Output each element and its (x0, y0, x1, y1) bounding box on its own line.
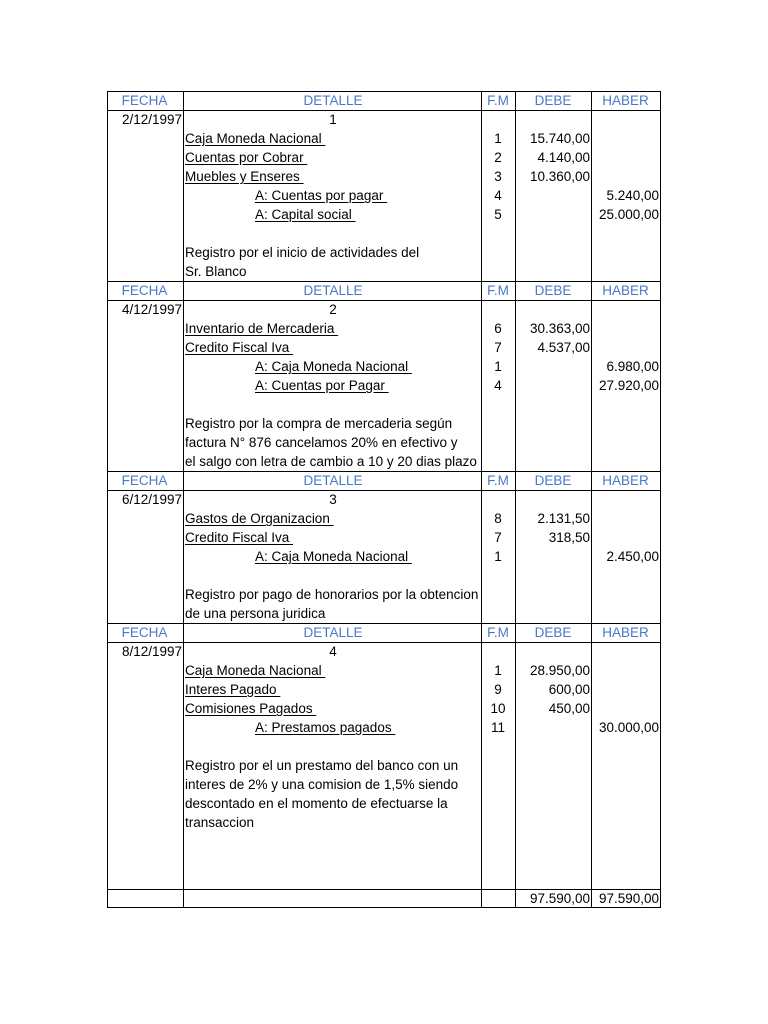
totals-row (107, 889, 661, 908)
entry-number-row (107, 300, 661, 319)
haber-cell (592, 661, 659, 680)
entry-description: Registro por el un prestamo del banco con un (185, 758, 459, 773)
fm-header: F.M (487, 93, 509, 108)
account-name: Credito Fiscal Iva (185, 340, 294, 355)
debe-header: DEBE (534, 625, 572, 640)
haber-cell (592, 338, 659, 357)
debe-amount: 4.140,00 (537, 150, 590, 165)
folio-cell: 7 (494, 340, 502, 355)
account-cell (185, 319, 481, 338)
debe-cell (516, 661, 590, 680)
description-row (107, 414, 661, 433)
entry-number-text: 3 (329, 492, 337, 507)
grid-horizontal-line (107, 91, 661, 92)
fecha-cell (107, 205, 182, 224)
entry-description: Sr. Blanco (185, 264, 247, 279)
folio-cell: 1 (494, 131, 502, 146)
grid-vertical-line (107, 91, 108, 908)
description-row (107, 433, 661, 452)
account-name: Muebles y Enseres (185, 169, 304, 184)
haber-header: HABER (602, 283, 649, 298)
grid-horizontal-line (107, 110, 661, 111)
grid-horizontal-line (107, 281, 661, 282)
haber-cell: 30.000,00 (598, 720, 659, 735)
fecha-cell (107, 547, 182, 566)
debe-amount: 10.360,00 (529, 169, 590, 184)
debit-line (107, 699, 661, 718)
entry-number-text: 2 (329, 302, 337, 317)
grid-vertical-line (515, 91, 516, 908)
account-cell (185, 699, 481, 718)
haber-cell: 25.000,00 (598, 207, 659, 222)
fecha-header: FECHA (121, 625, 168, 640)
account-cell (185, 661, 481, 680)
account-cell (185, 357, 481, 376)
blank-row (107, 737, 661, 756)
debit-line (107, 167, 661, 186)
debe-cell (516, 167, 590, 186)
detalle-header: DETALLE (303, 283, 363, 298)
grid-horizontal-line (107, 642, 661, 643)
entry-date: 6/12/1997 (121, 492, 182, 507)
entry-number (185, 642, 481, 661)
fecha-cell (107, 509, 182, 528)
description-row (107, 794, 661, 813)
fecha-cell (107, 186, 182, 205)
account-name: A: Caja Moneda Nacional (255, 549, 412, 564)
debit-line (107, 319, 661, 338)
debe-cell (516, 148, 590, 167)
debe-amount: 600,00 (548, 682, 590, 697)
debit-line (107, 129, 661, 148)
haber-cell (592, 148, 659, 167)
entry-number (185, 300, 481, 319)
fecha-cell (107, 148, 182, 167)
grid-vertical-line (481, 91, 482, 908)
account-name: A: Prestamos pagados (255, 720, 396, 735)
account-name: Inventario de Mercaderia (185, 321, 339, 336)
haber-cell (592, 680, 659, 699)
folio-cell: 1 (494, 663, 502, 678)
entry-number-row (107, 642, 661, 661)
debe-amount: 15.740,00 (529, 131, 590, 146)
entry-description: factura N° 876 cancelamos 20% en efectivo y (185, 435, 458, 450)
haber-cell: 2.450,00 (606, 549, 659, 564)
description-row (107, 262, 661, 281)
blank-row (107, 870, 661, 889)
journal-ledger-table (107, 91, 661, 908)
debit-line (107, 661, 661, 680)
folio-cell: 4 (494, 378, 502, 393)
debit-line (107, 338, 661, 357)
entry-number (185, 490, 481, 509)
column-header-row (107, 281, 661, 300)
account-cell (185, 148, 481, 167)
account-name: Comisiones Pagados (185, 701, 317, 716)
entry-description: Registro por pago de honorarios por la obtencion (185, 587, 479, 602)
entry-description: descontado en el momento de efectuarse la (185, 796, 448, 811)
grid-horizontal-line (107, 889, 661, 890)
account-cell (185, 167, 481, 186)
debe-cell (516, 376, 590, 395)
fecha-cell (107, 680, 182, 699)
folio-cell: 7 (494, 530, 502, 545)
description-row (107, 813, 661, 832)
debe-amount: 4.537,00 (537, 340, 590, 355)
debe-cell (516, 357, 590, 376)
folio-cell: 1 (494, 549, 502, 564)
debe-header: DEBE (534, 93, 572, 108)
entry-date: 8/12/1997 (121, 644, 182, 659)
folio-cell: 2 (494, 150, 502, 165)
debe-amount: 318,50 (548, 530, 590, 545)
account-name: A: Caja Moneda Nacional (255, 359, 412, 374)
description-row (107, 452, 661, 471)
credit-line (107, 186, 661, 205)
haber-cell: 5.240,00 (606, 188, 659, 203)
column-header-row (107, 91, 661, 110)
fecha-header: FECHA (121, 473, 168, 488)
fecha-cell (107, 699, 182, 718)
fm-header: F.M (487, 625, 509, 640)
debe-header: DEBE (534, 473, 572, 488)
fecha-cell (107, 338, 182, 357)
haber-cell: 27.920,00 (598, 378, 659, 393)
folio-cell: 1 (494, 359, 502, 374)
grid-horizontal-line (107, 300, 661, 301)
account-cell (185, 205, 481, 224)
entry-date: 2/12/1997 (121, 112, 182, 127)
debit-line (107, 148, 661, 167)
debe-cell (516, 680, 590, 699)
entry-description: Registro por la compra de mercaderia según (185, 416, 453, 431)
fecha-header: FECHA (121, 283, 168, 298)
detalle-header: DETALLE (303, 625, 363, 640)
haber-header: HABER (602, 93, 649, 108)
haber-cell (592, 167, 659, 186)
account-cell (185, 547, 481, 566)
debe-cell (516, 205, 590, 224)
description-row (107, 775, 661, 794)
account-cell (185, 509, 481, 528)
folio-cell: 9 (494, 682, 502, 697)
account-cell (185, 680, 481, 699)
haber-cell (592, 129, 659, 148)
debit-line (107, 509, 661, 528)
account-name: A: Capital social (255, 207, 356, 222)
fecha-cell (107, 376, 182, 395)
debe-cell (516, 186, 590, 205)
haber-total: 97.590,00 (598, 891, 659, 906)
grid-horizontal-line (107, 623, 661, 624)
haber-cell (592, 528, 659, 547)
blank-row (107, 395, 661, 414)
debe-amount: 28.950,00 (529, 663, 590, 678)
entry-description: transaccion (185, 815, 255, 830)
debe-cell (516, 338, 590, 357)
entry-number (185, 110, 481, 129)
grid-vertical-line (183, 91, 184, 908)
haber-cell: 6.980,00 (606, 359, 659, 374)
blank-row (107, 832, 661, 851)
blank-row (107, 224, 661, 243)
credit-line (107, 547, 661, 566)
credit-line (107, 718, 661, 737)
account-name: Credito Fiscal Iva (185, 530, 294, 545)
entry-number-text: 1 (329, 112, 337, 127)
fecha-cell (107, 661, 182, 680)
description-row (107, 756, 661, 775)
debe-amount: 2.131,50 (537, 511, 590, 526)
account-cell (185, 528, 481, 547)
folio-cell: 10 (490, 701, 506, 716)
debe-cell (516, 319, 590, 338)
detalle-header: DETALLE (303, 93, 363, 108)
description-row (107, 604, 661, 623)
credit-line (107, 376, 661, 395)
account-name: Gastos de Organizacion (185, 511, 334, 526)
grid-vertical-line (591, 91, 592, 908)
column-header-row (107, 623, 661, 642)
fecha-cell (107, 129, 182, 148)
folio-cell: 4 (494, 188, 502, 203)
debit-line (107, 528, 661, 547)
fecha-header: FECHA (121, 93, 168, 108)
grid-horizontal-line (107, 490, 661, 491)
haber-cell (592, 319, 659, 338)
blank-row (107, 566, 661, 585)
folio-cell: 6 (494, 321, 502, 336)
haber-cell (592, 699, 659, 718)
debe-total: 97.590,00 (529, 891, 590, 906)
debit-line (107, 680, 661, 699)
entry-date: 4/12/1997 (121, 302, 182, 317)
account-cell (185, 129, 481, 148)
haber-cell (592, 509, 659, 528)
haber-header: HABER (602, 473, 649, 488)
entry-description: de una persona juridica (185, 606, 326, 621)
account-name: Caja Moneda Nacional (185, 131, 326, 146)
entry-description: interes de 2% y una comision de 1,5% siendo (185, 777, 459, 792)
debe-cell (516, 718, 590, 737)
column-header-row (107, 471, 661, 490)
folio-cell: 8 (494, 511, 502, 526)
fecha-cell (107, 357, 182, 376)
debe-header: DEBE (534, 283, 572, 298)
fm-header: F.M (487, 283, 509, 298)
debe-cell (516, 547, 590, 566)
debe-cell (516, 699, 590, 718)
description-row (107, 585, 661, 604)
debe-amount: 30.363,00 (529, 321, 590, 336)
folio-cell: 11 (490, 720, 505, 735)
entry-number-row (107, 490, 661, 509)
fecha-cell (107, 167, 182, 186)
detalle-header: DETALLE (303, 473, 363, 488)
entry-description: Registro por el inicio de actividades del (185, 245, 420, 260)
credit-line (107, 205, 661, 224)
folio-cell: 5 (494, 207, 502, 222)
description-row (107, 243, 661, 262)
entry-description: el salgo con letra de cambio a 10 y 20 dias plazo (185, 454, 477, 469)
credit-line (107, 357, 661, 376)
grid-vertical-line (660, 91, 661, 908)
debe-cell (516, 528, 590, 547)
fecha-cell (107, 528, 182, 547)
account-cell (185, 376, 481, 395)
account-cell (185, 186, 481, 205)
account-cell (185, 718, 481, 737)
grid-horizontal-line (107, 471, 661, 472)
account-name: A: Cuentas por Pagar (255, 378, 389, 393)
account-name: Interes Pagado (185, 682, 281, 697)
debe-cell (516, 129, 590, 148)
haber-header: HABER (602, 625, 649, 640)
fm-header: F.M (487, 473, 509, 488)
account-name: Caja Moneda Nacional (185, 663, 326, 678)
account-name: A: Cuentas por pagar (255, 188, 388, 203)
entry-number-row (107, 110, 661, 129)
debe-amount: 450,00 (548, 701, 590, 716)
entry-number-text: 4 (329, 644, 337, 659)
account-cell (185, 338, 481, 357)
grid-horizontal-line (107, 907, 661, 908)
debe-cell (516, 509, 590, 528)
fecha-cell (107, 319, 182, 338)
blank-row (107, 851, 661, 870)
folio-cell: 3 (494, 169, 502, 184)
fecha-cell (107, 718, 182, 737)
account-name: Cuentas por Cobrar (185, 150, 308, 165)
